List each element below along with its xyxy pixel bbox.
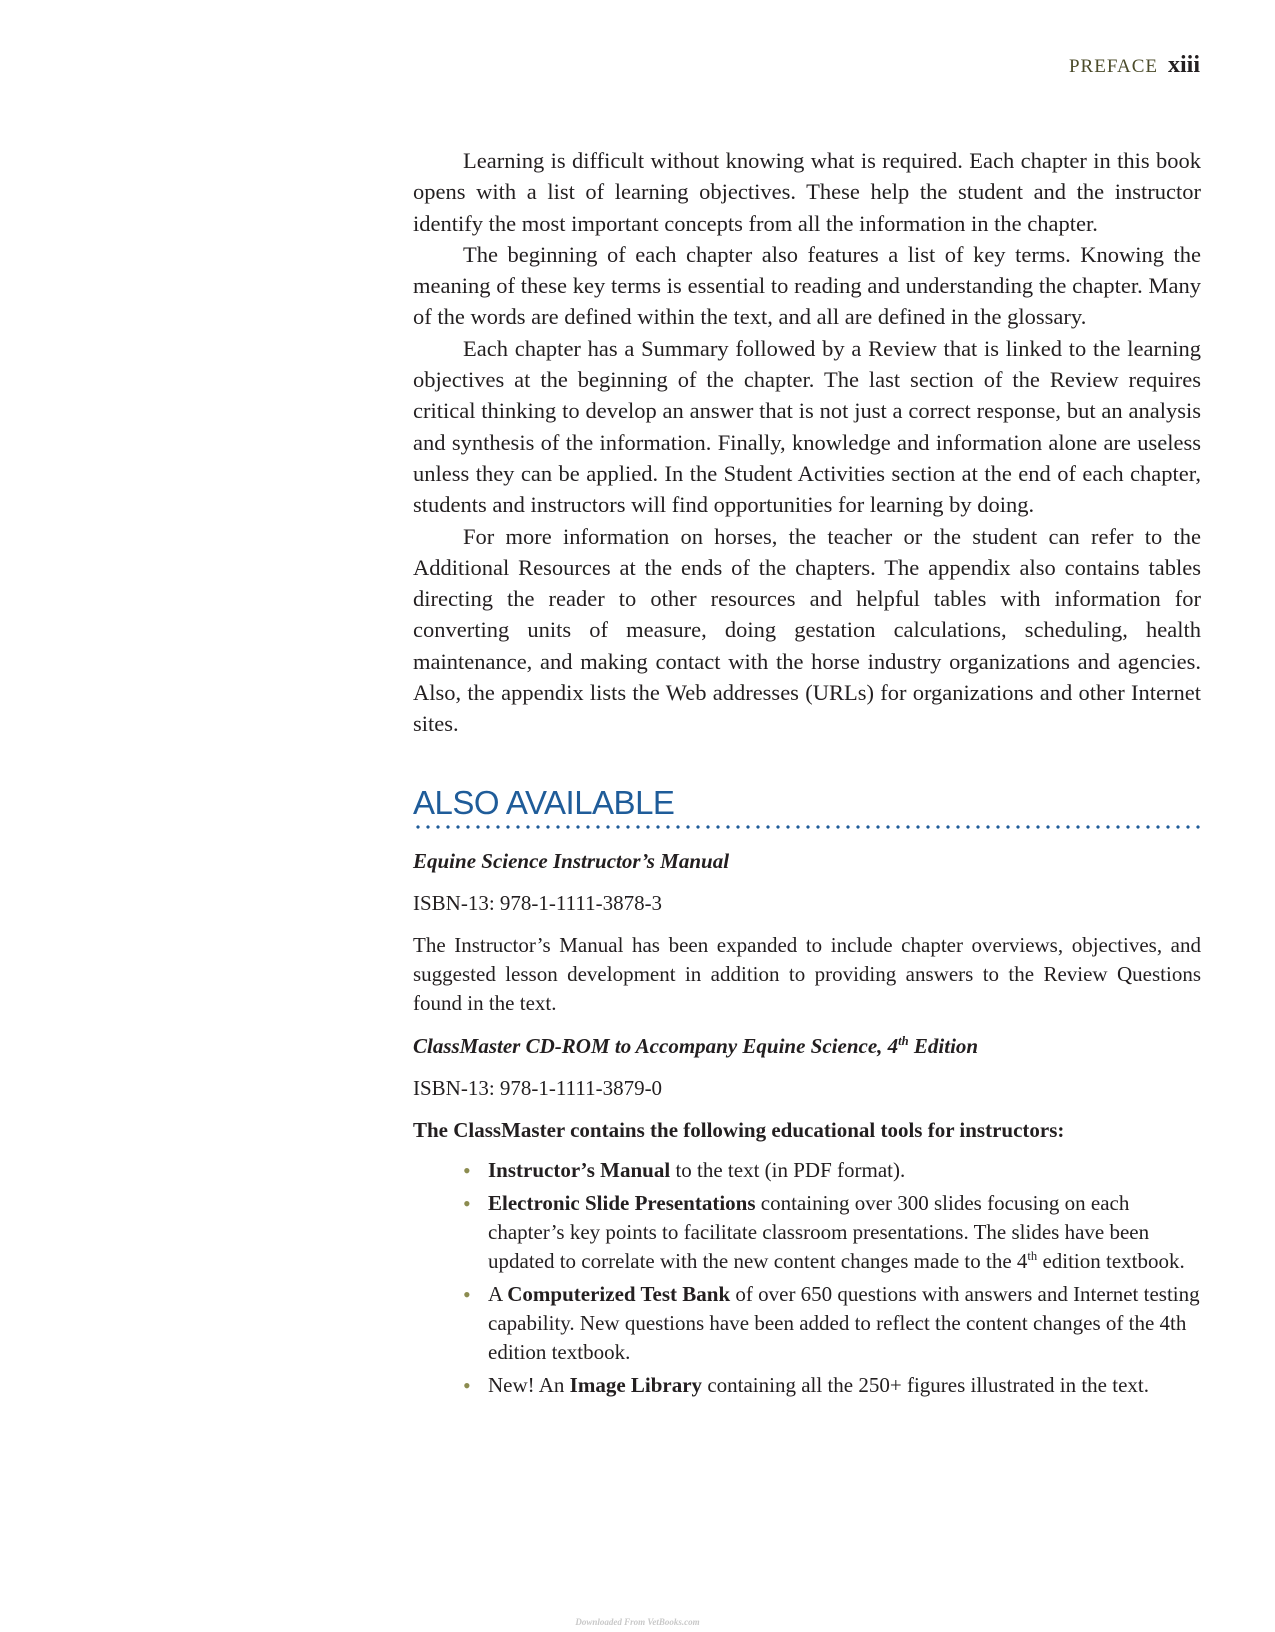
manual-isbn: ISBN-13: 978-1-1111-3878-3: [413, 890, 663, 915]
running-head: [1069, 52, 1200, 79]
tool-name: Electronic Slide Presentations: [488, 1190, 756, 1215]
tool-text-sup: th: [1027, 1248, 1038, 1263]
tool-text: containing all the 250+ figures illustrated in the text.: [702, 1372, 1149, 1397]
classmaster-isbn: ISBN-13: 978-1-1111-3879-0: [413, 1075, 663, 1100]
classmaster-title-text: ClassMaster CD-ROM to Accompany Equine Science, 4: [413, 1033, 899, 1058]
tool-name: Instructor’s Manual: [488, 1157, 671, 1182]
classmaster-title-sup: th: [898, 1033, 909, 1048]
tool-text: of over 650 questions with answers and Internet testing capability. New questions have been added to reflect the content changes of the 4th edition textbook.: [488, 1281, 1200, 1364]
classmaster-title-end: Edition: [908, 1033, 979, 1058]
body-paragraph: The beginning of each chapter also features a list of key terms. Knowing the meaning of these key terms is essential to reading and understanding the chapter. Many of the words are defined within the text, and all are defined in the glossary.: [413, 241, 1201, 330]
classmaster-lead: The ClassMaster contains the following educational tools for instructors:: [413, 1117, 1065, 1142]
section-heading: ALSO AVAILABLE: [413, 783, 675, 821]
list-item: [488, 1189, 1201, 1276]
tool-name: Computerized Test Bank: [507, 1281, 731, 1306]
tool-text: containing over 300 slides focusing on each chapter’s key points to facilitate classroom presentations. The slides have been updated to correlate with the new content changes made to the 4: [488, 1190, 1150, 1273]
list-item: [488, 1156, 1201, 1185]
tool-prefix: New! An: [488, 1372, 570, 1397]
body-paragraph: For more information on horses, the teacher or the student can refer to the Additional Resources at the ends of the chapters. The appendix also contains tables directing the reader to other resources and helpful tables with information for converting units of measure, doing gestation calculations, scheduling, health maintenance, and making contact with the horse industry organizations and agencies. Also, the appendix lists the Web addresses (URLs) for organizations and other Internet sites.: [413, 523, 1201, 737]
dotted-rule: [413, 825, 1201, 829]
body-paragraph: Each chapter has a Summary followed by a Review that is linked to the learning objectives at the beginning of the chapter. The last section of the Review requires critical thinking to develop an answer that is not just a correct response, but an analysis and synthesis of the information. Finally, knowledge and information alone are useless unless they can be applied. In the Student Activities section at the end of each chapter, students and instructors will find opportunities for learning by doing.: [413, 335, 1201, 518]
body-paragraph: Learning is difficult without knowing what is required. Each chapter in this book opens with a list of learning objectives. These help the student and the instructor identify the most important concepts from all the information in the chapter.: [413, 148, 1201, 236]
list-item: [488, 1371, 1201, 1400]
section-label: PREFACE: [1068, 56, 1158, 77]
classmaster-title: [413, 1032, 1201, 1060]
tool-text-end: edition textbook.: [1037, 1248, 1185, 1273]
list-item: [488, 1280, 1201, 1367]
manual-title: Equine Science Instructor’s Manual: [413, 848, 730, 873]
watermark: Downloaded From VetBooks.com: [575, 1617, 700, 1627]
page-number: xiii: [1167, 52, 1200, 78]
tool-name: Image Library: [569, 1372, 703, 1397]
tool-text: to the text (in PDF format).: [670, 1157, 906, 1182]
manual-description: The Instructor’s Manual has been expanded to include chapter overviews, objectives, and suggested lesson development in addition to providing answers to the Review Questions found in the text.: [413, 932, 1201, 1015]
tools-list: [413, 1156, 1201, 1400]
tool-prefix: A: [488, 1281, 508, 1306]
page-content: [413, 145, 1201, 1404]
